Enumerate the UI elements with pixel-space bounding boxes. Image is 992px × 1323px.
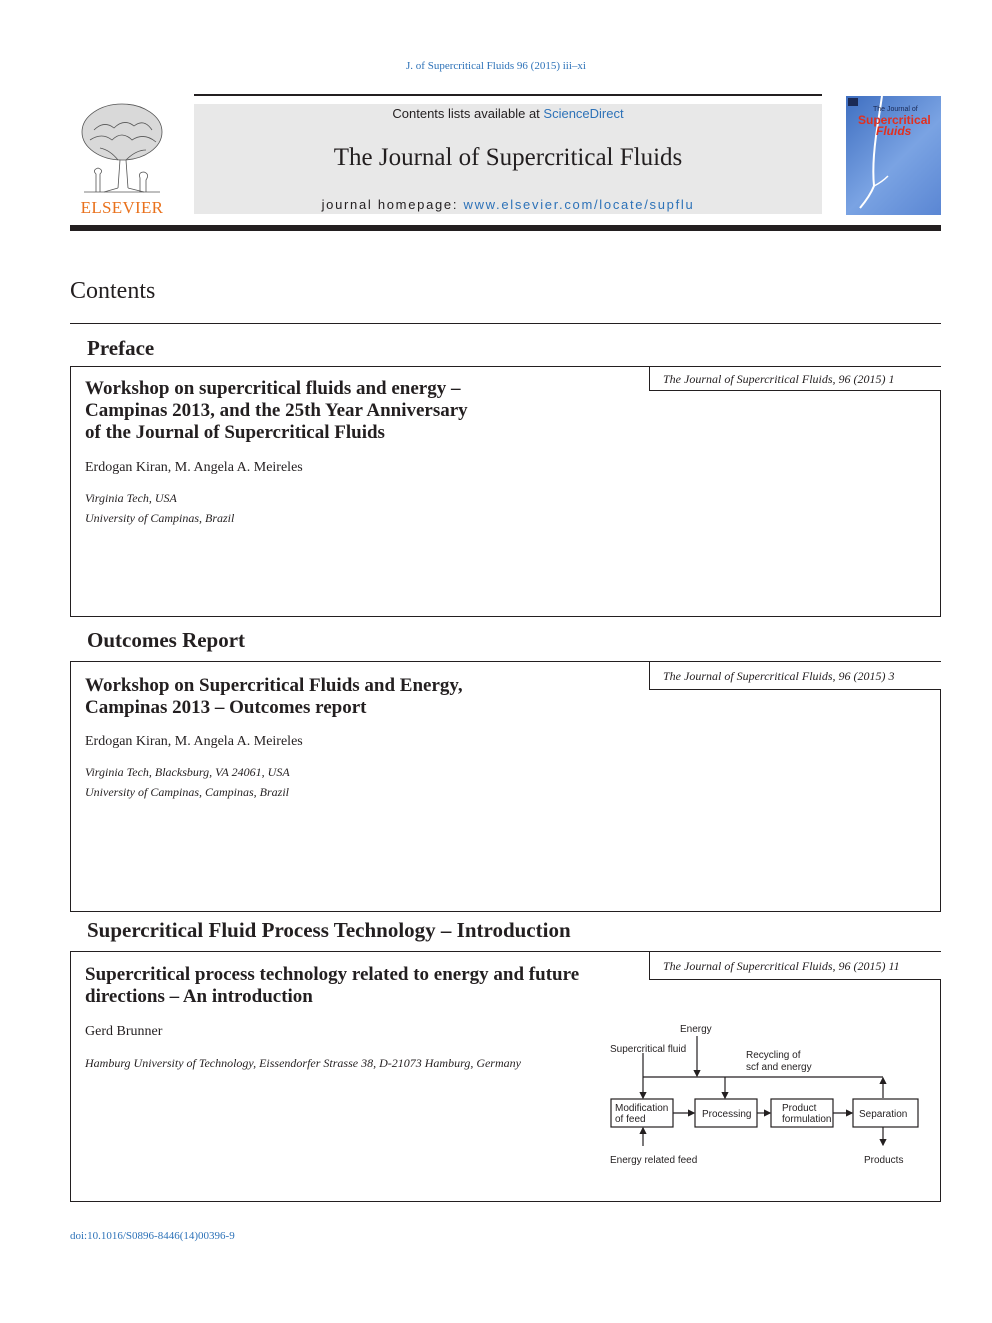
affiliation: University of Campinas, Campinas, Brazil [85, 785, 290, 799]
article-title-line: Campinas 2013, and the 25th Year Anniversary [85, 400, 468, 421]
masthead-top-rule [194, 94, 822, 96]
label-processing: Processing [702, 1109, 752, 1120]
contents-available-line [194, 106, 822, 121]
entry-preface[interactable] [70, 366, 941, 617]
journal-ref: The Journal of Supercritical Fluids, 96 (2015) 3 [663, 669, 895, 683]
label-recycling-1: Recycling of [746, 1050, 801, 1061]
sciencedirect-link[interactable]: ScienceDirect [543, 106, 624, 121]
article-title-line: Supercritical process technology related to energy and future [85, 964, 580, 985]
journal-ref: The Journal of Supercritical Fluids, 96 (2015) 1 [663, 372, 895, 386]
label-energy: Energy [680, 1024, 712, 1035]
affiliation: Hamburg University of Technology, Eissendorfer Strasse 38, D-21073 Hamburg, Germany [85, 1056, 521, 1070]
affiliation: University of Campinas, Brazil [85, 511, 235, 525]
affiliation: Virginia Tech, USA [85, 491, 177, 505]
graphical-abstract-diagram [601, 1018, 931, 1168]
label-modification-2: of feed [615, 1114, 646, 1125]
cover-title-2: Fluids [876, 124, 912, 138]
article-authors: Gerd Brunner [85, 1024, 163, 1039]
article-title-line: Workshop on supercritical fluids and energy – [85, 378, 461, 399]
label-products: Products [864, 1155, 904, 1166]
doi-link[interactable]: doi:10.1016/S0896-8446(14)00396-9 [70, 1230, 235, 1242]
homepage-label: journal homepage: [321, 197, 464, 212]
masthead [194, 104, 822, 214]
masthead-bottom-rule [70, 225, 941, 231]
article-authors: Erdogan Kiran, M. Angela A. Meireles [85, 734, 303, 749]
journal-ref-tab[interactable] [649, 366, 941, 391]
journal-citation[interactable]: J. of Supercritical Fluids 96 (2015) iii–xi [406, 60, 586, 72]
article-title-line: of the Journal of Supercritical Fluids [85, 422, 385, 443]
contents-rule [70, 323, 941, 324]
entry-process-technology[interactable] [70, 951, 941, 1202]
publisher-name: ELSEVIER [80, 198, 164, 217]
section-heading-preface: Preface [87, 336, 155, 360]
article-title[interactable] [85, 964, 579, 1008]
affiliation: Virginia Tech, Blacksburg, VA 24061, USA [85, 765, 290, 779]
journal-homepage-line [194, 197, 822, 212]
elsevier-logo[interactable] [70, 100, 174, 218]
homepage-link[interactable]: www.elsevier.com/locate/supflu [463, 197, 695, 212]
journal-cover[interactable] [846, 96, 941, 215]
article-title-line: Campinas 2013 – Outcomes report [85, 697, 367, 718]
cover-title-1: Supercritical [858, 113, 931, 127]
article-title-line: Workshop on Supercritical Fluids and Energy, [85, 675, 463, 696]
journal-ref: The Journal of Supercritical Fluids, 96 (2015) 11 [663, 959, 900, 973]
label-energy-feed: Energy related feed [610, 1155, 698, 1166]
journal-title: The Journal of Supercritical Fluids [333, 144, 683, 171]
contents-heading: Contents [70, 278, 156, 304]
journal-ref-tab[interactable] [649, 951, 941, 980]
label-modification-1: Modification [615, 1103, 669, 1114]
article-title-line: directions – An introduction [85, 986, 313, 1007]
label-recycling-2: scf and energy [746, 1062, 812, 1073]
article-title[interactable] [85, 675, 463, 719]
cover-small-text: The Journal of [873, 106, 918, 113]
journal-ref-tab[interactable] [649, 661, 941, 690]
label-product-1: Product [782, 1103, 817, 1114]
label-supercritical-fluid: Supercritical fluid [610, 1044, 687, 1055]
label-product-2: formulation [782, 1114, 832, 1125]
article-title[interactable] [85, 378, 468, 444]
label-separation: Separation [859, 1109, 908, 1120]
section-heading-process-technology: Supercritical Fluid Process Technology – Introduction [87, 918, 571, 942]
entry-outcomes-report[interactable] [70, 661, 941, 912]
elsevier-tree-icon [74, 100, 170, 196]
section-heading-outcomes-report: Outcomes Report [87, 628, 246, 652]
article-authors: Erdogan Kiran, M. Angela A. Meireles [85, 460, 303, 475]
contents-available-prefix: Contents lists available at [392, 106, 544, 121]
